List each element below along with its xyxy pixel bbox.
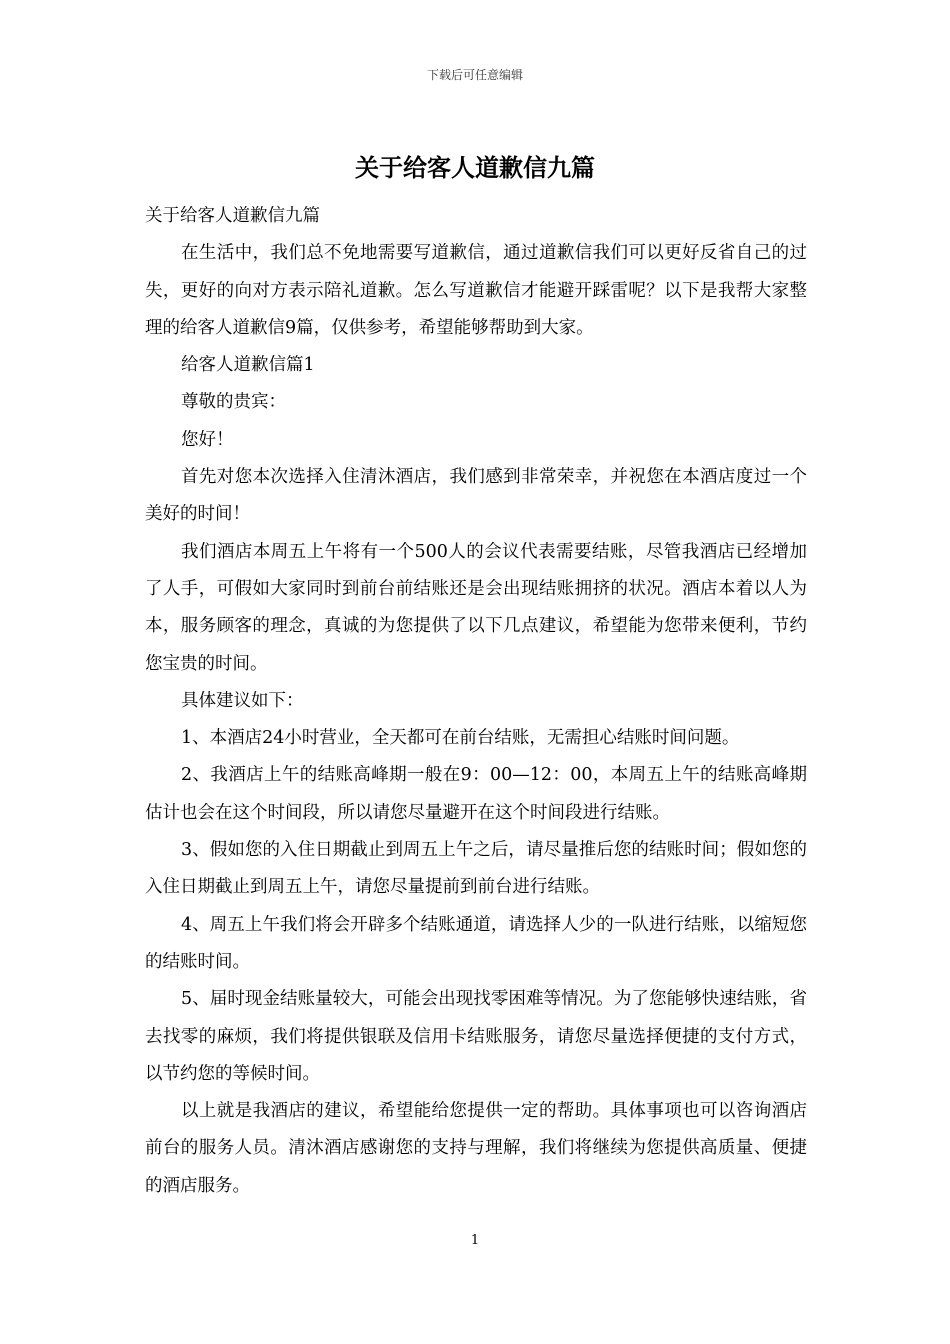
section-heading: 给客人道歉信篇1 — [181, 355, 315, 376]
paragraph: 我们酒店本周五上午将有一个500人的会议代表需要结账，尽管我酒店已经增加了人手，可假如大家同时到前台前结账还是会出现结账拥挤的状况。酒店本着以人为本，服务顾客的理念，真诚的为您提供了以下几点建议，希望能为您带来便利，节约您宝贵的时间。 — [145, 541, 807, 674]
salutation: 尊敬的贵宾： — [181, 392, 286, 413]
document-body — [145, 198, 807, 1205]
greeting: 您好！ — [181, 429, 234, 450]
list-item: 1、本酒店24小时营业，全天都可在前台结账，无需担心结账时间问题。 — [181, 728, 740, 749]
list-item: 3、假如您的入住日期截止到周五上午之后，请尽量推后您的结账时间；假如您的入住日期截止到周五上午，请您尽量提前到前台进行结账。 — [145, 840, 807, 898]
paragraph-intro: 在生活中，我们总不免地需要写道歉信，通过道歉信我们可以更好反省自己的过失，更好的向对方表示陪礼道歉。怎么写道歉信才能避开踩雷呢？以下是我帮大家整理的给客人道歉信9篇，仅供参考，希望能够帮助到大家。 — [145, 243, 807, 338]
paragraph: 具体建议如下： — [181, 690, 304, 711]
paragraph: 首先对您本次选择入住清沐酒店，我们感到非常荣幸，并祝您在本酒店度过一个美好的时间！ — [145, 467, 807, 525]
header-note: 下载后可任意编辑 — [426, 68, 523, 82]
list-item: 5、届时现金结账量较大，可能会出现找零困难等情况。为了您能够快速结账，省去找零的麻烦，我们将提供银联及信用卡结账服务，请您尽量选择便捷的支付方式，以节约您的等候时间。 — [145, 989, 807, 1084]
document-title: 关于给客人道歉信九篇 — [355, 153, 595, 182]
list-item: 4、周五上午我们将会开辟多个结账通道，请选择人少的一队进行结账，以缩短您的结账时间。 — [145, 914, 807, 972]
paragraph-closing: 以上就是我酒店的建议，希望能给您提供一定的帮助。具体事项也可以咨询酒店前台的服务人员。清沐酒店感谢您的支持与理解，我们将继续为您提供高质量、便捷的酒店服务。 — [145, 1101, 807, 1196]
subtitle-line: 关于给客人道歉信九篇 — [145, 206, 320, 226]
page-number: 1 — [470, 1233, 480, 1248]
list-item: 2、我酒店上午的结账高峰期一般在9：00—12：00，本周五上午的结账高峰期估计也会在这个时间段，所以请您尽量避开在这个时间段进行结账。 — [145, 765, 807, 823]
